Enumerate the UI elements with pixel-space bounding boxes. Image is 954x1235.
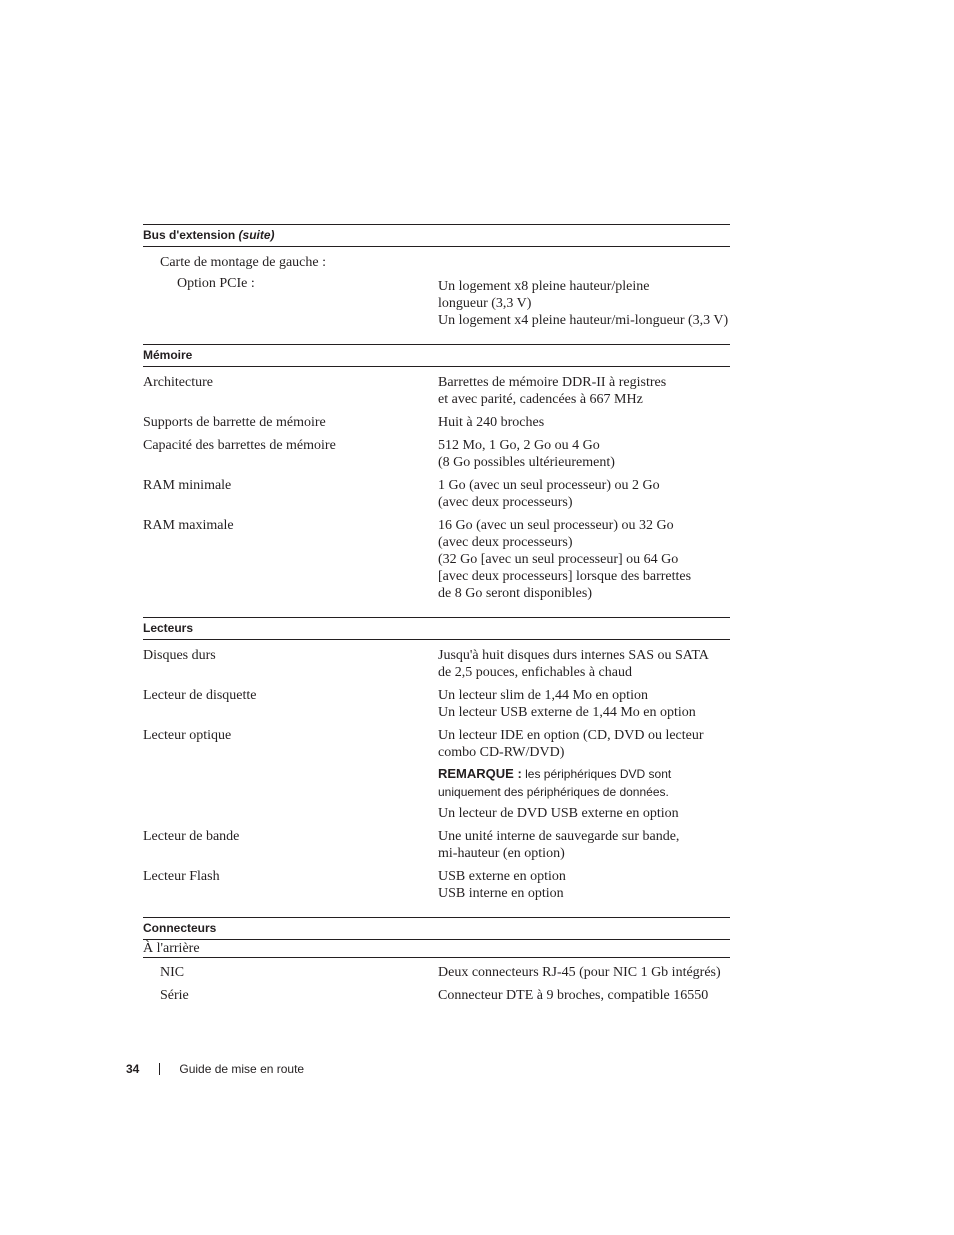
spec-row: [143, 437, 730, 471]
section-body-drives: [143, 640, 730, 917]
page-number: 34: [126, 1062, 140, 1076]
spec-value: [438, 477, 730, 511]
spec-value: [438, 868, 730, 902]
spec-value-line: longueur (3,3 V): [438, 296, 532, 311]
note-block: [438, 765, 730, 801]
spec-value: [438, 727, 730, 822]
spec-value: [438, 828, 730, 862]
spec-table: [143, 224, 730, 1019]
spec-row: [143, 868, 730, 902]
spec-row: [143, 964, 730, 981]
spec-label: NIC: [160, 965, 185, 980]
spec-value-line: Huit à 240 broches: [438, 415, 545, 430]
section-title: Lecteurs: [143, 621, 194, 635]
spec-value-line: 16 Go (avec un seul processeur) ou 32 Go: [438, 518, 674, 533]
spec-value: [438, 437, 730, 471]
spec-value-line: de 8 Go seront disponibles): [438, 586, 592, 601]
footer-divider: [159, 1063, 160, 1075]
spec-value-line: Un lecteur USB externe de 1,44 Mo en option: [438, 705, 696, 720]
spec-value-line: (avec deux processeurs): [438, 495, 573, 510]
spec-value-line: USB externe en option: [438, 869, 566, 884]
spec-value: [438, 414, 730, 431]
spec-value: [438, 374, 730, 408]
section-title-suffix: (suite): [238, 228, 275, 242]
spec-row: [143, 727, 730, 822]
section-body-memory: [143, 367, 730, 617]
section-body-expansion-bus: [143, 247, 730, 344]
spec-label: Lecteur de disquette: [143, 688, 257, 703]
spec-label: Disques durs: [143, 648, 216, 663]
spec-label: Capacité des barrettes de mémoire: [143, 438, 336, 453]
spec-value-line: Un logement x8 pleine hauteur/pleine: [438, 279, 650, 294]
spec-value: [438, 964, 730, 981]
spec-value-line: (avec deux processeurs): [438, 535, 573, 550]
spec-value: [438, 940, 730, 957]
spec-row: [143, 987, 730, 1004]
section-title: Connecteurs: [143, 921, 217, 935]
section-header-drives: [143, 617, 730, 640]
spec-value-line: Connecteur DTE à 9 broches, compatible 16550: [438, 988, 709, 1003]
spec-value-line: (32 Go [avec un seul processeur] ou 64 Go: [438, 552, 679, 567]
spec-row: [143, 374, 730, 408]
spec-value-line: mi-hauteur (en option): [438, 846, 565, 861]
spec-label: Lecteur de bande: [143, 829, 240, 844]
spec-label: À l'arrière: [143, 941, 200, 956]
spec-value-line: Un logement x4 pleine hauteur/mi-longueur (3,3 V): [438, 313, 729, 328]
spec-row: [143, 477, 730, 511]
spec-label: RAM minimale: [143, 478, 232, 493]
section-header-connectors: [143, 917, 730, 940]
subsection-divider: [143, 957, 730, 964]
spec-value: [438, 275, 730, 329]
spec-row: [143, 275, 730, 329]
spec-value-line: Jusqu'à huit disques durs internes SAS ou SATA: [438, 648, 709, 663]
spec-row: [143, 687, 730, 721]
spec-row: [143, 828, 730, 862]
spec-value-line: Barrettes de mémoire DDR-II à registres: [438, 375, 667, 390]
spec-row: [143, 647, 730, 681]
spec-label: Série: [160, 988, 189, 1003]
spec-row: [143, 940, 730, 957]
spec-value: [438, 647, 730, 681]
spec-value-line: 1 Go (avec un seul processeur) ou 2 Go: [438, 478, 660, 493]
spec-value: [438, 254, 730, 271]
note-text: les périphériques DVD sont: [525, 767, 672, 781]
note-label: REMARQUE :: [438, 766, 522, 781]
note-text: uniquement des périphériques de données.: [438, 785, 669, 799]
footer-title: Guide de mise en route: [179, 1062, 305, 1076]
spec-row: [143, 254, 730, 271]
spec-value-line: USB interne en option: [438, 886, 564, 901]
spec-label: Lecteur optique: [143, 728, 232, 743]
spec-row: [143, 414, 730, 431]
spec-value-line: (8 Go possibles ultérieurement): [438, 455, 615, 470]
spec-value-line: Un lecteur slim de 1,44 Mo en option: [438, 688, 648, 703]
spec-label: Lecteur Flash: [143, 869, 220, 884]
spec-value: [438, 987, 730, 1004]
section-header-memory: [143, 344, 730, 367]
spec-value-line: Deux connecteurs RJ-45 (pour NIC 1 Gb intégrés): [438, 965, 721, 980]
spec-value-line: combo CD-RW/DVD): [438, 745, 565, 760]
spec-value-line: Un lecteur de DVD USB externe en option: [438, 806, 679, 821]
spec-label: RAM maximale: [143, 518, 234, 533]
spec-value-line: 512 Mo, 1 Go, 2 Go ou 4 Go: [438, 438, 600, 453]
section-title: Mémoire: [143, 348, 193, 362]
spec-value-line: [avec deux processeurs] lorsque des barrettes: [438, 569, 692, 584]
section-body-connectors: [143, 940, 730, 1019]
spec-label: Supports de barrette de mémoire: [143, 415, 326, 430]
spec-value-line: Une unité interne de sauvegarde sur bande,: [438, 829, 680, 844]
spec-row: [143, 517, 730, 602]
spec-label: Option PCIe :: [177, 276, 255, 291]
spec-value-line: de 2,5 pouces, enfichables à chaud: [438, 665, 632, 680]
section-title: Bus d'extension: [143, 228, 236, 242]
spec-value-line: et avec parité, cadencées à 667 MHz: [438, 392, 643, 407]
spec-label: Carte de montage de gauche :: [160, 255, 326, 270]
spec-label: Architecture: [143, 375, 213, 390]
spec-value-line: Un lecteur IDE en option (CD, DVD ou lecteur: [438, 728, 704, 743]
section-header-expansion-bus: [143, 224, 730, 247]
page-footer: [126, 1062, 304, 1076]
spec-value: [438, 517, 730, 602]
spec-value: [438, 687, 730, 721]
